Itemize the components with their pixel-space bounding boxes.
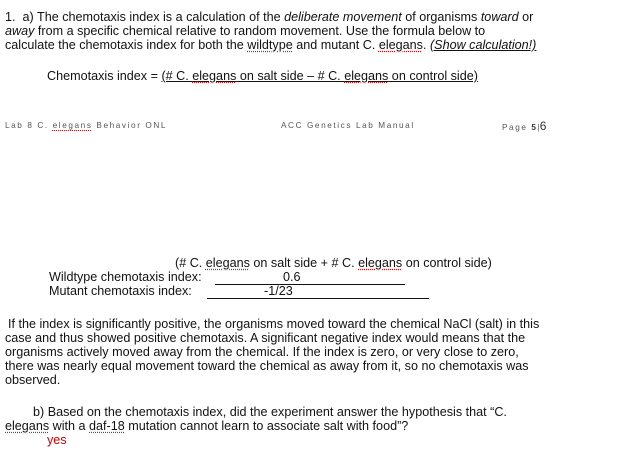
footer-left: Lab 8 C. elegans Behavior ONL: [5, 121, 168, 130]
mutant-value: -1/23: [264, 284, 293, 298]
formula-denominator: (# C. elegans on salt side + # C. elegans on control side): [175, 256, 492, 270]
formula-numerator: Chemotaxis index = (# C. elegans on salt side – # C. elegans on control side): [47, 69, 478, 83]
question-a-line1: 1. a) The chemotaxis index is a calculation of the deliberate movement of organisms toward or: [5, 10, 534, 24]
wildtype-value: 0.6: [283, 270, 301, 284]
question-a-line3: calculate the chemotaxis index for both the wildtype and mutant C. elegans. (Show calculation!): [5, 38, 537, 52]
footer-page: Page 5|6: [502, 119, 547, 133]
formula-label: Chemotaxis index =: [47, 69, 162, 83]
question-b-answer: yes: [47, 433, 67, 447]
wildtype-label: Wildtype chemotaxis index:: [49, 270, 202, 284]
mutant-label: Mutant chemotaxis index:: [49, 284, 192, 298]
explanation-line3: organisms actively moved away from the chemical. If the index is zero, or very close to zero,: [5, 345, 519, 359]
question-number: 1.: [5, 10, 16, 24]
question-b-line1: b) Based on the chemotaxis index, did the experiment answer the hypothesis that “C.: [33, 405, 507, 419]
mutant-blank: [207, 298, 429, 299]
question-a-line2: away from a specific chemical relative to random movement. Use the formula below to: [5, 24, 486, 38]
footer-center: ACC Genetics Lab Manual: [281, 121, 415, 130]
question-b-line2: elegans with a daf-18 mutation cannot learn to associate salt with food”?: [5, 419, 409, 433]
explanation-line4: there was nearly equal movement toward the chemical as away from it, so no chemotaxis was: [5, 359, 529, 373]
show-calculation-note: (Show calculation!): [429, 38, 537, 52]
wildtype-blank: [215, 284, 405, 285]
explanation-line5: observed.: [5, 373, 61, 387]
explanation-line2: case and thus showed positive chemotaxis. A significant negative index would means that the: [5, 331, 526, 345]
explanation-line1: If the index is significantly positive, the organisms moved toward the chemical NaCl (salt) in this: [8, 317, 540, 331]
